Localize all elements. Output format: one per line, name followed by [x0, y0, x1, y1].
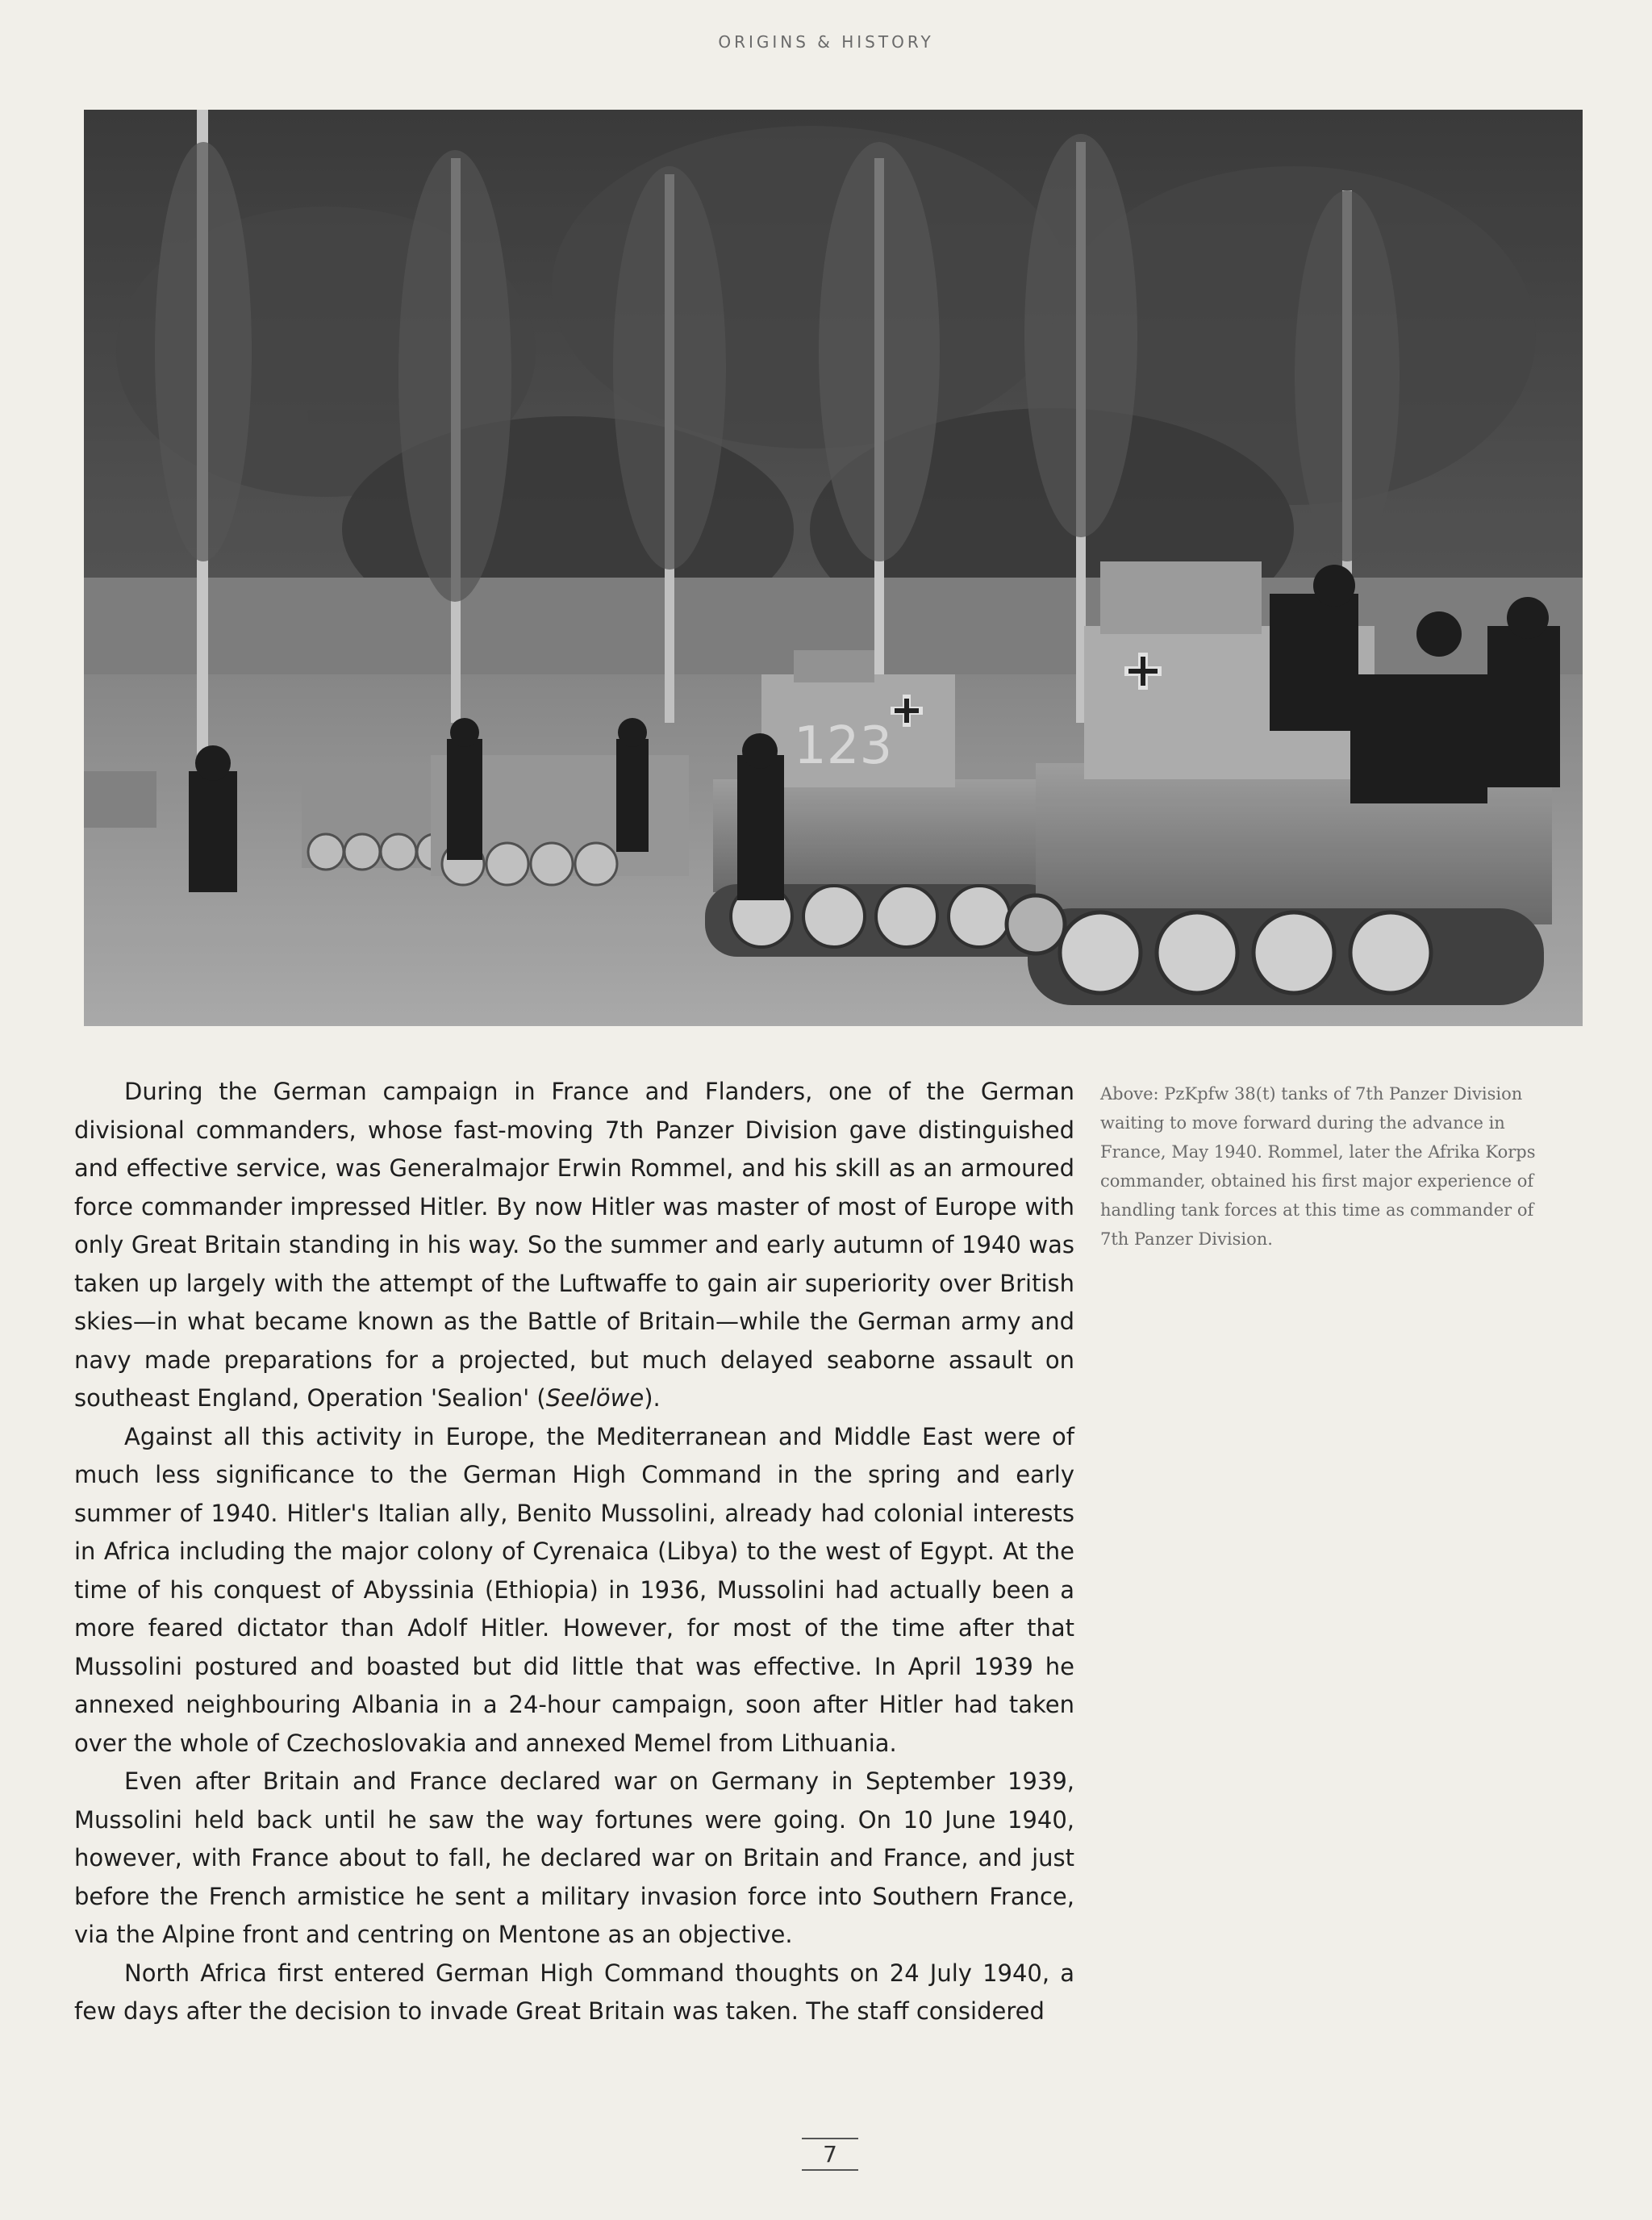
tank-column-photo [84, 110, 1583, 1026]
paragraph-4: North Africa first entered German High Command thoughts on 24 July 1940, a few days after the decision to invade Great Britain was taken. The staff considered [74, 1959, 1074, 2025]
paragraph-3: Even after Britain and France declared war on Germany in September 1939, Mussolini held back until he saw the way fortunes were going. On 10 June 1940, however, with France about to fall, he declared war on Britain and France, and just before the French armistice he sent a military invasion force into Southern France, via the Alpine front and centring on Mentone as an objective. [74, 1767, 1074, 1948]
paragraph-1-text: During the German campaign in France and Flanders, one of the German divisional commanders, whose fast-moving 7th Panzer Division gave distinguished and effective service, was Generalmajor Erwin Rommel, and his skill as an armoured force commander impressed Hitler. By now Hitler was master of most of Europe with only Great Britain standing in his way. So the summer and early autumn of 1940 was taken up largely with the attempt of the Luftwaffe to gain air superiority over British skies—in what became known as the Battle of Britain—while the German army and navy made preparations for a projected, but much delayed seaborne assault on southeast England, Operation 'Sealion' ( [74, 1078, 1074, 1412]
paragraph-1 [74, 1073, 1074, 1418]
running-header: ORIGINS & HISTORY [718, 32, 934, 52]
page-number: 7 [802, 2138, 858, 2171]
paragraph-2: Against all this activity in Europe, the Mediterranean and Middle East were of much less significance to the German High Command in the spring and early summer of 1940. Hitler's Italian ally, Benito Mussolini, already had colonial interests in Africa including the major colony of Cyrenaica (Libya) to the west of Egypt. At the time of his conquest of Abyssinia (Ethiopia) in 1936, Mussolini had actually been a more feared dictator than Adolf Hitler. However, for most of the time after that Mussolini postured and boasted but did little that was effective. In April 1939 he annexed neighbouring Albania in a 24-hour campaign, soon after Hitler had taken over the whole of Czechoslovakia and annexed Memel from Lithuania. [74, 1422, 1074, 1757]
italic-term: Seelöwe [545, 1384, 645, 1412]
photo-caption: Above: PzKpfw 38(t) tanks of 7th Panzer Division waiting to move forward during the advance in France, May 1940. Rommel, later the Afrika Korps commander, obtained his first major experience of handling tank forces at this time as commander of 7th Panzer Division. [1100, 1084, 1536, 1249]
body-text [74, 1073, 1074, 2031]
tank-column-photo-graphic [84, 110, 1583, 1026]
paragraph-1-end: ). [644, 1384, 661, 1412]
turret-number: 123 [794, 716, 893, 776]
